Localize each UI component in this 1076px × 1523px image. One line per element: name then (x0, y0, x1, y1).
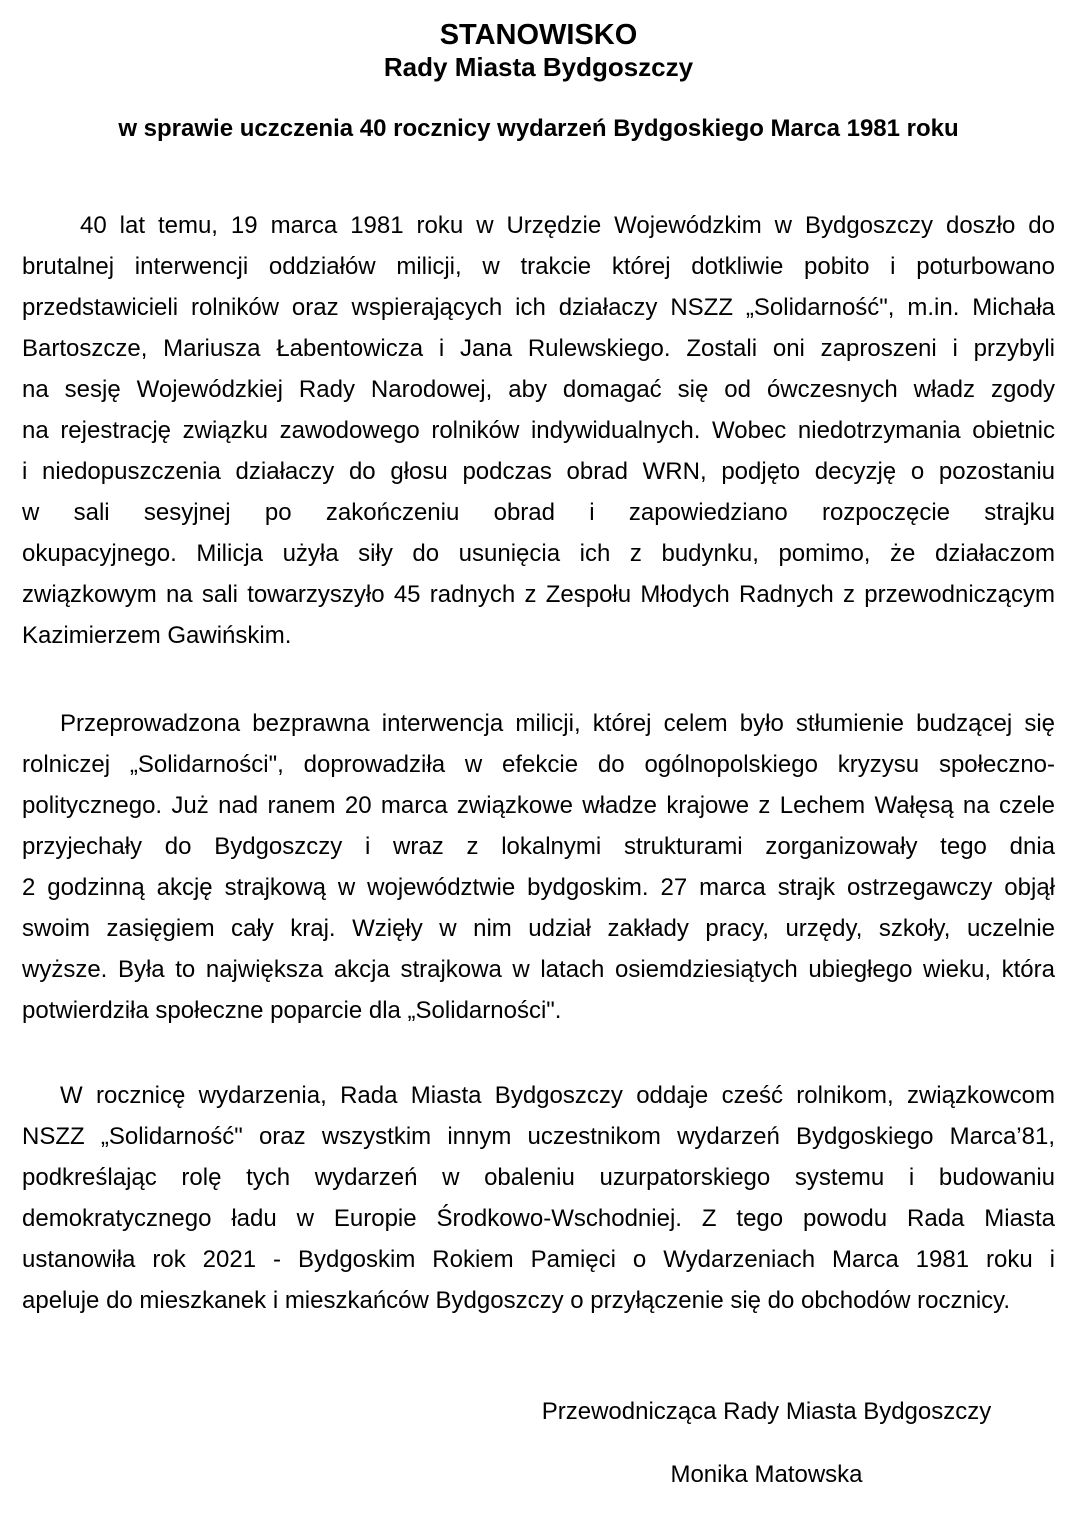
document-body (22, 205, 1055, 1321)
text-line: swoim zasięgiem cały kraj. Wzięły w nim udział zakłady pracy, urzędy, szkoły, uczelnie (22, 915, 1055, 942)
document-subject: w sprawie uczczenia 40 rocznicy wydarzeń Bydgoskiego Marca 1981 roku (118, 115, 959, 142)
text-line: na rejestrację związku zawodowego rolników indywidualnych. Wobec niedotrzymania obietnic (22, 417, 1055, 444)
text-line: brutalnej interwencji oddziałów milicji, w trakcie której dotkliwie pobito i poturbowano (22, 253, 1055, 280)
text-line: apeluje do mieszkanek i mieszkańców Bydgoszczy o przyłączenie się do obchodów rocznicy. (22, 1287, 1011, 1314)
document-organization: Rady Miasta Bydgoszczy (383, 52, 694, 82)
text-line: potwierdziła społeczne poparcie dla „Solidarności". (22, 997, 562, 1024)
signature-block (478, 1391, 1055, 1495)
text-line: i niedopuszczenia działaczy do głosu podczas obrad WRN, podjęto decyzję o pozostaniu (22, 458, 1055, 485)
text-line: związkowym na sali towarzyszyło 45 radnych z Zespołu Młodych Radnych z przewodniczącym (22, 581, 1055, 608)
text-line: 40 lat temu, 19 marca 1981 roku w Urzędzie Wojewódzkim w Bydgoszczy doszło do (80, 212, 1055, 239)
text-line: na sesję Wojewódzkiej Rady Narodowej, aby domagać się od ówczesnych władz zgody (22, 376, 1055, 403)
signature-role: Przewodnicząca Rady Miasta Bydgoszczy (541, 1398, 992, 1425)
text-line: przedstawicieli rolników oraz wspierających ich działaczy NSZZ „Solidarność", m.in. Michała (22, 294, 1055, 321)
text-line: Przeprowadzona bezprawna interwencja milicji, której celem było stłumienie budzącej się (60, 710, 1055, 737)
text-line: przyjechały do Bydgoszczy i wraz z lokalnymi strukturami zorganizowały tego dnia (22, 833, 1055, 860)
document-title: STANOWISKO (439, 19, 638, 51)
text-line: politycznego. Już nad ranem 20 marca związkowe władze krajowe z Lechem Wałęsą na czele (22, 792, 1055, 819)
text-line: Bartoszcze, Mariusza Łabentowicza i Jana Rulewskiego. Zostali oni zaproszeni i przybyli (22, 335, 1055, 362)
text-line: podkreślając rolę tych wydarzeń w obaleniu uzurpatorskiego systemu i budowaniu (22, 1164, 1055, 1191)
text-line: w sali sesyjnej po zakończeniu obrad i zapowiedziano rozpoczęcie strajku (22, 499, 1055, 526)
paragraph-1 (22, 205, 1055, 656)
paragraph-2 (22, 703, 1055, 1031)
text-line: rolniczej „Solidarności", doprowadziła w efekcie do ogólnopolskiego kryzysu społeczno- (22, 751, 1055, 778)
text-line: ustanowiła rok 2021 - Bydgoskim Rokiem Pamięci o Wydarzeniach Marca 1981 roku i (22, 1246, 1055, 1273)
text-line: okupacyjnego. Milicja użyła siły do usunięcia ich z budynku, pomimo, że działaczom (22, 540, 1055, 567)
paragraph-3 (22, 1075, 1055, 1321)
text-line: demokratycznego ładu w Europie Środkowo-Wschodniej. Z tego powodu Rada Miasta (22, 1205, 1055, 1232)
text-line: 2 godzinną akcję strajkową w województwie bydgoskim. 27 marca strajk ostrzegawczy objął (22, 874, 1055, 901)
text-line: wyższe. Była to największa akcja strajkowa w latach osiemdziesiątych ubiegłego wieku, która (22, 956, 1055, 983)
signature-name: Monika Matowska (670, 1461, 863, 1488)
text-line: Kazimierzem Gawińskim. (22, 622, 292, 649)
text-line: W rocznicę wydarzenia, Rada Miasta Bydgoszczy oddaje cześć rolnikom, związkowcom (60, 1082, 1055, 1109)
text-line: NSZZ „Solidarność" oraz wszystkim innym uczestnikom wydarzeń Bydgoskiego Marca’81, (22, 1123, 1055, 1150)
